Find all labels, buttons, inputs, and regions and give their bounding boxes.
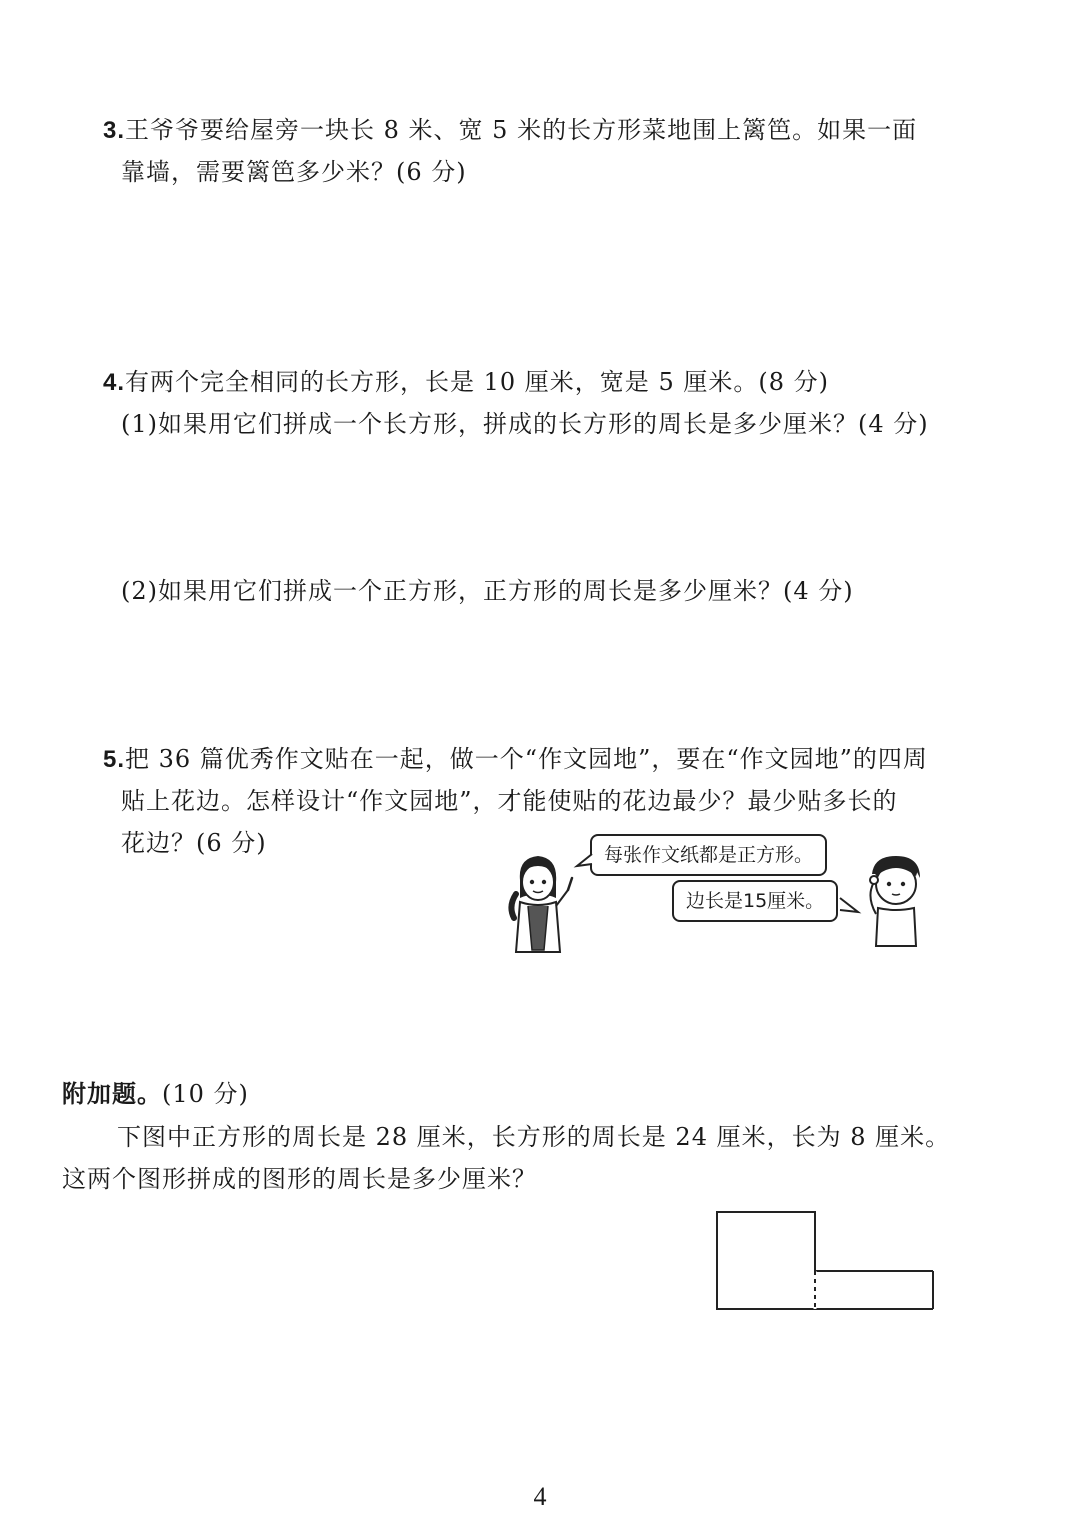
figure-square: [717, 1212, 815, 1309]
bonus-figure: [710, 1205, 940, 1315]
bonus-line2: 这两个图形拼成的图形的周长是多少厘米？: [62, 1165, 537, 1193]
q4-sub1: (1)如果用它们拼成一个长方形，拼成的长方形的周长是多少厘米？(4 分): [121, 410, 929, 438]
boy-speech-bubble: 边长是15厘米。: [672, 880, 838, 922]
q3-text-1: 王爷爷要给屋旁一块长 8 米、宽 5 米的长方形菜地围上篱笆。如果一面: [125, 116, 918, 144]
girl-bubble-tail: [575, 852, 595, 872]
q4-line1: [103, 366, 829, 399]
girl-speech-bubble: 每张作文纸都是正方形。: [590, 834, 827, 876]
bonus-heading: 附加题。: [62, 1080, 162, 1108]
bonus-line1: 下图中正方形的周长是 28 厘米，长方形的周长是 24 厘米，长为 8 厘米。: [117, 1123, 951, 1151]
q5-text-1: 把 36 篇优秀作文贴在一起，做一个“作文园地”，要在“作文园地”的四周: [125, 745, 928, 773]
bonus-points: (10 分): [162, 1080, 249, 1108]
boy-illustration: [862, 852, 932, 952]
q5-line1: [103, 743, 928, 776]
q5-line3: 花边？(6 分): [121, 829, 267, 857]
q5-line2: 贴上花边。怎样设计“作文园地”，才能使贴的花边最少？最少贴多长的: [121, 787, 898, 815]
q4-number: 4.: [103, 369, 126, 396]
boy-bubble-tail: [838, 896, 860, 918]
bonus-heading-line: [62, 1078, 249, 1110]
q3-line2: 靠墙，需要篱笆多少米？(6 分): [121, 158, 467, 186]
q4-text-1: 有两个完全相同的长方形，长是 10 厘米，宽是 5 厘米。(8 分): [125, 368, 829, 396]
q4-sub2: (2)如果用它们拼成一个正方形，正方形的周长是多少厘米？(4 分): [121, 577, 854, 605]
q3-number: 3.: [103, 117, 126, 144]
q5-number: 5.: [103, 746, 126, 773]
q3-line1: [103, 114, 917, 147]
page-number: 4: [533, 1482, 547, 1511]
